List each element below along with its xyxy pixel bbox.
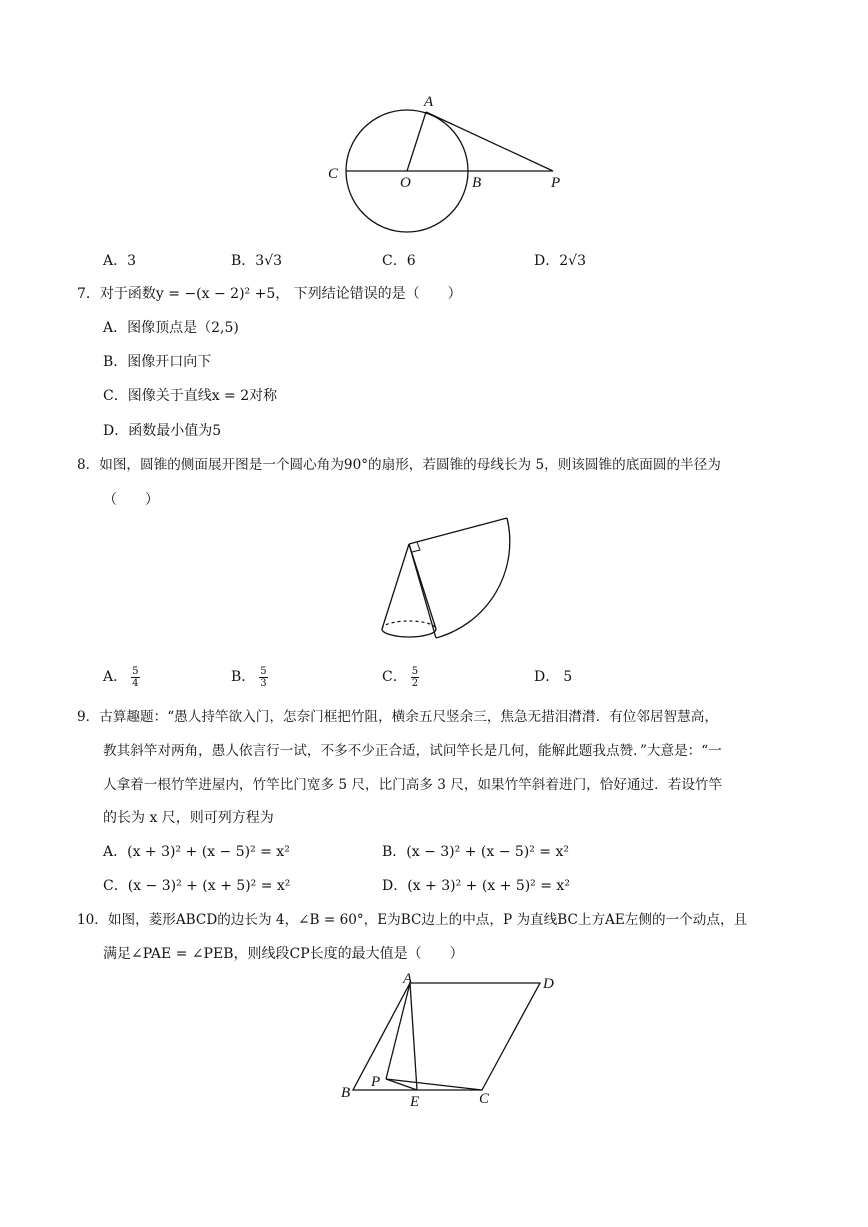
q8-option-d-key: D． bbox=[534, 669, 560, 685]
q8-option-d-value: 5 bbox=[563, 669, 573, 685]
circle-tangent-figure bbox=[320, 88, 580, 238]
q9-option-c: C．(x − 3)² + (x + 5)² = x² bbox=[103, 878, 291, 894]
segment-ap bbox=[386, 983, 410, 1079]
label-c: C bbox=[479, 1091, 490, 1107]
q6-option-b-value: 3√3 bbox=[255, 253, 283, 269]
q8-option-a-num: 5 bbox=[132, 665, 139, 677]
label-a: A bbox=[424, 94, 434, 110]
q8-option-a bbox=[103, 664, 140, 690]
label-c: C bbox=[328, 166, 339, 182]
q8-option-c-fraction bbox=[411, 666, 419, 689]
q7-option-c: C．图像关于直线x = 2对称 bbox=[103, 388, 278, 404]
q8-stem-line1: 8．如图，圆锥的侧面展开图是一个圆心角为90°的扇形，若圆锥的母线长为 5，则该圆锥的底面圆的半径为 bbox=[77, 457, 721, 473]
label-b: B bbox=[472, 175, 482, 191]
q8-stem-line2: （ ） bbox=[103, 492, 159, 508]
q8-option-a-den: 4 bbox=[132, 677, 139, 689]
q7-stem: 7．对于函数y = −(x − 2)² +5， 下列结论错误的是（ ） bbox=[77, 286, 462, 302]
q8-option-a-fraction bbox=[131, 666, 139, 689]
cone-left-edge bbox=[382, 544, 409, 629]
q8-option-b-den: 3 bbox=[260, 677, 267, 689]
q9-line-2: 教其斜竿对两角，愚人依言行一试，不多不少正合适，试问竿长是几何，能解此题我点赞．”大意是：“一 bbox=[103, 743, 722, 759]
q6-option-d-key: D． bbox=[534, 253, 560, 269]
q8-option-a-key: A． bbox=[103, 669, 128, 685]
label-e: E bbox=[410, 1094, 420, 1110]
q6-option-a bbox=[103, 251, 136, 271]
q8-option-d bbox=[534, 664, 572, 690]
q6-option-c bbox=[382, 251, 416, 271]
q8-option-c-num: 5 bbox=[411, 665, 419, 677]
q9-line-1: 9．古算趣题：“愚人持竿欲入门，怎奈门框把竹阻，横余五尺竖余三，焦急无措泪潸潸．有位邻居智慧高， bbox=[77, 709, 718, 725]
sector-radius-top bbox=[409, 518, 507, 544]
q9-option-b: B．(x − 3)² + (x − 5)² = x² bbox=[382, 844, 569, 860]
q6-option-b bbox=[231, 251, 282, 271]
q9-option-d: D．(x + 3)² + (x + 5)² = x² bbox=[382, 878, 570, 894]
q6-option-d bbox=[534, 251, 586, 271]
q6-option-a-value: 3 bbox=[127, 253, 137, 269]
q8-option-c-key: C． bbox=[382, 669, 407, 685]
q6-option-c-value: 6 bbox=[406, 253, 416, 269]
rhombus-figure bbox=[334, 966, 574, 1116]
rhombus-abcd bbox=[353, 983, 540, 1090]
q8-option-b-num: 5 bbox=[260, 665, 267, 677]
cone-right-edge bbox=[409, 544, 436, 629]
cone-base-back bbox=[382, 621, 436, 629]
q6-option-b-key: B． bbox=[231, 253, 256, 269]
q8-option-c bbox=[382, 664, 419, 690]
q8-option-b bbox=[231, 664, 268, 690]
label-p: P bbox=[551, 175, 561, 191]
label-p: P bbox=[371, 1074, 381, 1090]
label-a: A bbox=[403, 971, 413, 987]
tangent-ap bbox=[426, 112, 553, 171]
sector-arc bbox=[436, 518, 510, 638]
label-b: B bbox=[341, 1085, 351, 1101]
q8-option-b-key: B． bbox=[231, 669, 256, 685]
cone-sector-figure bbox=[376, 512, 536, 652]
q7-option-b: B．图像开口向下 bbox=[103, 354, 212, 370]
segment-oa bbox=[407, 112, 426, 171]
q8-option-c-den: 2 bbox=[411, 677, 419, 689]
segment-ae bbox=[410, 983, 417, 1090]
q7-option-d: D．函数最小值为5 bbox=[103, 423, 222, 439]
q7-option-a: A．图像顶点是（2,5) bbox=[103, 320, 239, 336]
q8-option-b-fraction bbox=[259, 666, 267, 689]
cone-base-front bbox=[382, 629, 436, 637]
q9-option-a: A．(x + 3)² + (x − 5)² = x² bbox=[103, 844, 290, 860]
label-o: O bbox=[400, 175, 411, 191]
q6-option-c-key: C． bbox=[382, 253, 407, 269]
q6-option-d-value: 2√3 bbox=[559, 253, 586, 269]
label-d: D bbox=[543, 976, 554, 992]
q9-line-3: 人拿着一根竹竿进屋内，竹竿比门宽多 5 尺，比门高多 3 尺，如果竹竿斜着进门，恰好通过．若设竹竿 bbox=[103, 777, 723, 793]
q10-line-2: 满足∠PAE = ∠PEB，则线段CP长度的最大值是（ ） bbox=[103, 946, 464, 962]
q6-option-a-key: A． bbox=[103, 253, 128, 269]
q10-line-1: 10．如图，菱形ABCD的边长为 4，∠B = 60°，E为BC边上的中点，P 为直线BC上方AE左侧的一个动点，且 bbox=[77, 912, 748, 928]
q9-line-4: 的长为 x 尺，则可列方程为 bbox=[103, 810, 274, 826]
